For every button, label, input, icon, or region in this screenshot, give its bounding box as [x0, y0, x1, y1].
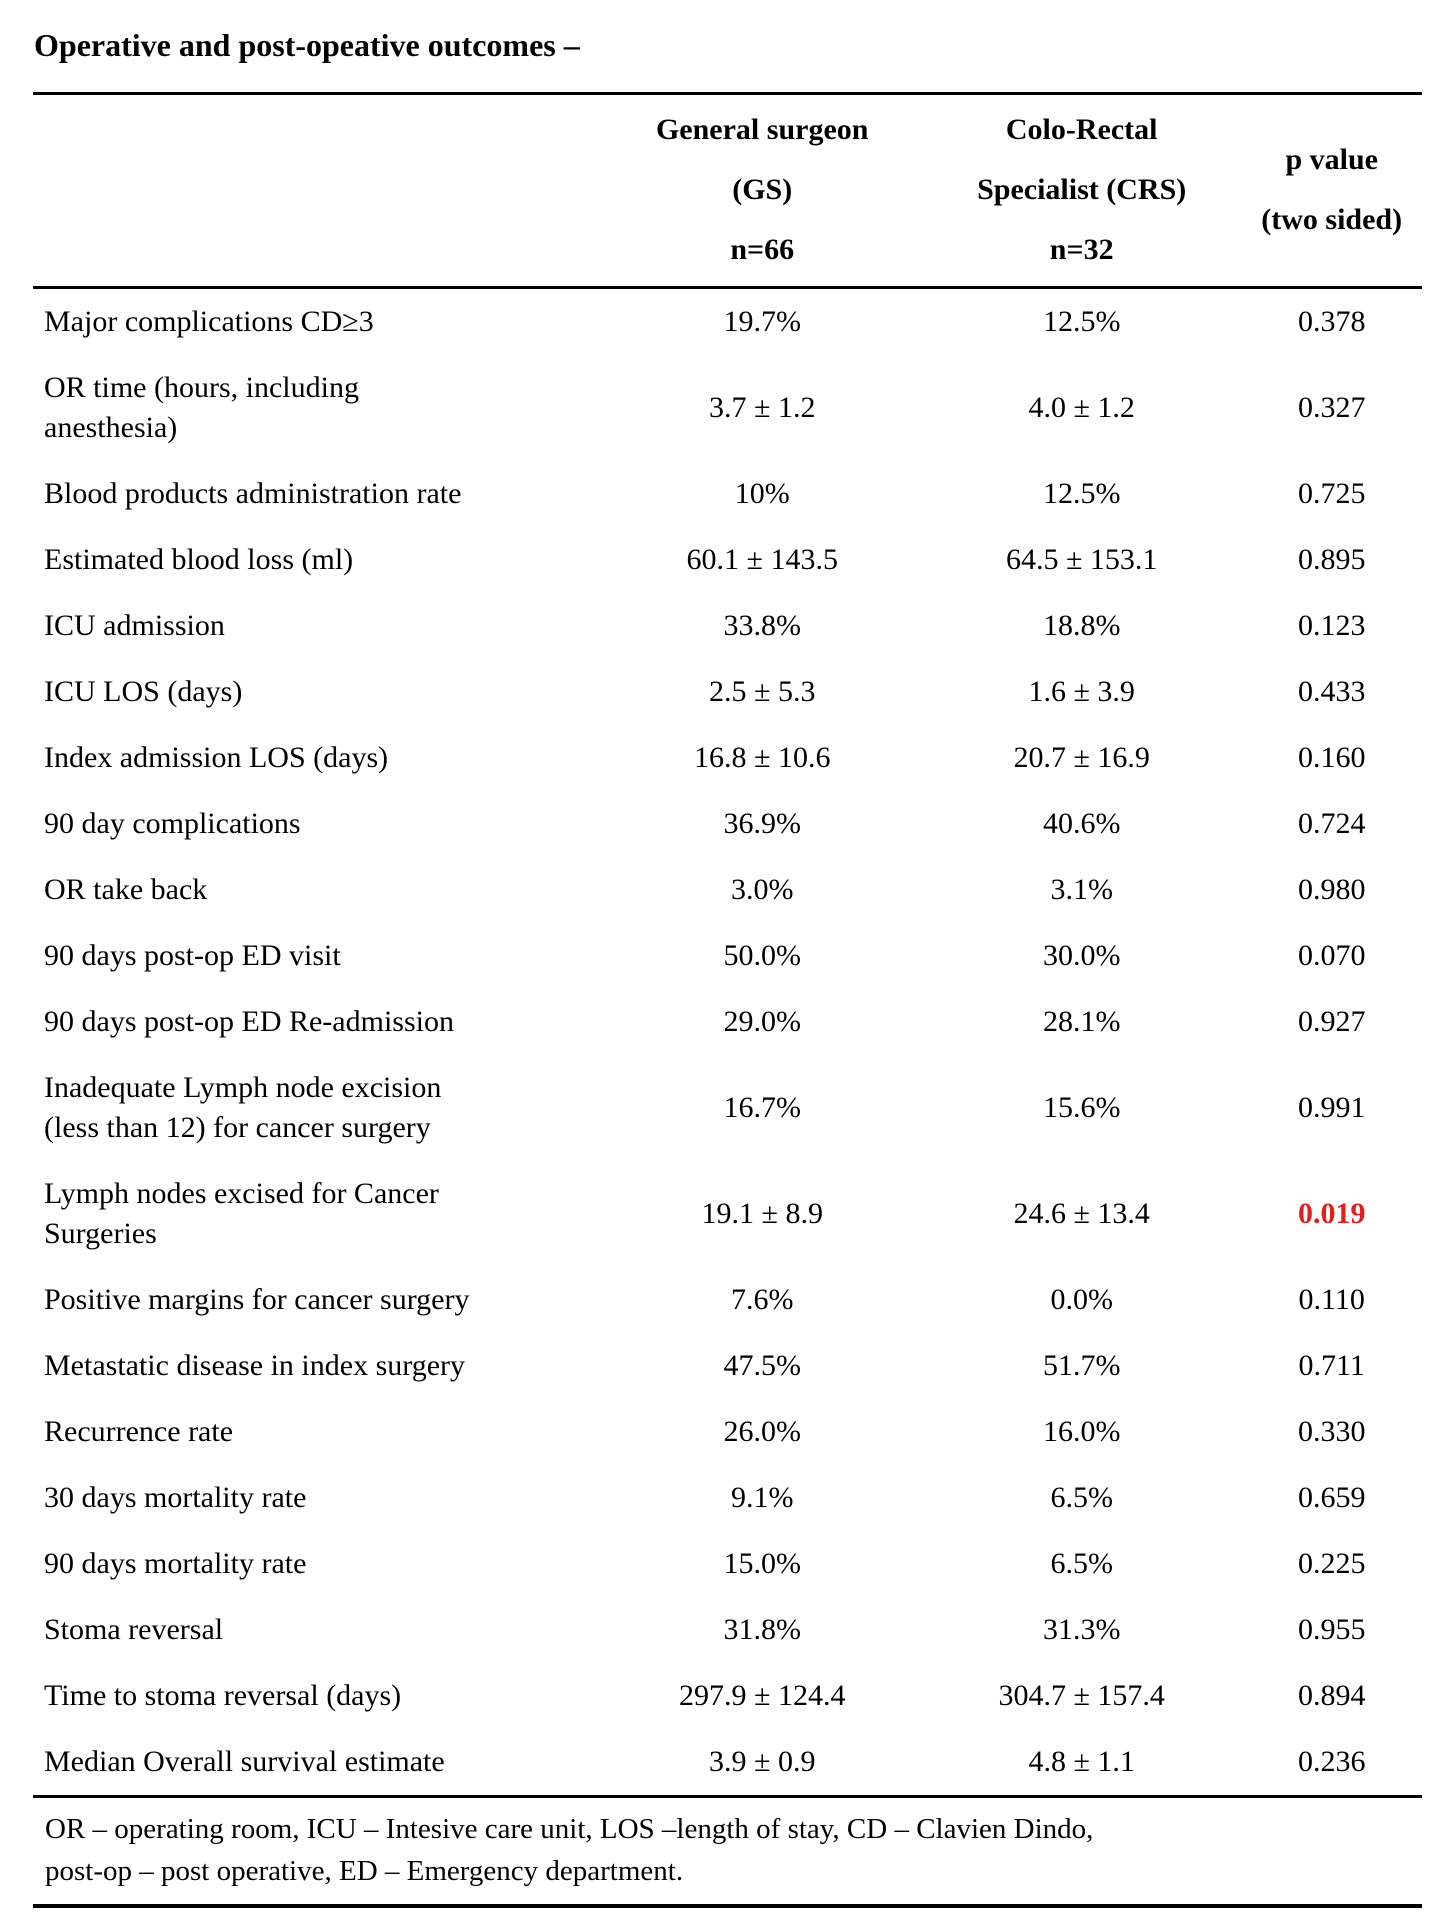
gs-value: 3.9 ± 0.9 — [602, 1729, 921, 1797]
table-row — [33, 1399, 1422, 1465]
footnote-line1: OR – operating room, ICU – Intesive care unit, LOS –length of stay, CD – Clavien Dindo, — [45, 1813, 1094, 1846]
row-label: Estimated blood loss (ml) — [44, 543, 354, 577]
p-value: 0.927 — [1297, 1005, 1366, 1039]
crs-value: 31.3% — [1042, 1613, 1121, 1647]
gs-value: 3.7 ± 1.2 — [708, 391, 816, 425]
table-row — [33, 527, 1422, 593]
gs-value: 36.9% — [723, 807, 801, 841]
row-label: Time to stoma reversal (days) — [44, 1679, 402, 1713]
header-empty-cell — [33, 94, 602, 288]
gs-value: 19.1 ± 8.9 — [701, 1197, 823, 1231]
table-header — [33, 94, 1422, 288]
table-row — [33, 288, 1422, 356]
gs-value: 47.5% — [723, 1349, 801, 1383]
p-value: 0.019 — [1297, 1197, 1366, 1231]
p-value: 0.327 — [1297, 391, 1366, 425]
crs-value: 64.5 ± 153.1 — [1005, 543, 1158, 577]
p-value: 0.711 — [1298, 1349, 1365, 1383]
row-label: 90 days post-op ED Re-admission — [44, 1005, 454, 1039]
header-row — [33, 94, 1422, 288]
table-row — [33, 659, 1422, 725]
table-title: Operative and post-opeative outcomes – — [34, 27, 580, 63]
table-row — [33, 1729, 1422, 1797]
row-label: ICU admission — [44, 609, 225, 643]
table-row — [33, 989, 1422, 1055]
crs-value: 4.8 ± 1.1 — [922, 1729, 1241, 1797]
p-value: 0.724 — [1297, 807, 1366, 841]
p-value: 0.070 — [1297, 939, 1366, 973]
row-label: 90 days mortality rate — [44, 1547, 307, 1581]
crs-value: 51.7% — [1042, 1349, 1121, 1383]
crs-value: 304.7 ± 157.4 — [998, 1679, 1165, 1713]
table-row — [33, 355, 1422, 461]
table-row — [33, 791, 1422, 857]
table-row — [33, 1161, 1422, 1267]
p-value: 0.378 — [1297, 305, 1366, 339]
crs-value: 6.5% — [1050, 1547, 1113, 1581]
crs-value: 18.8% — [1042, 609, 1121, 643]
p-value: 0.236 — [1241, 1729, 1422, 1797]
header-p-line2: (two sided) — [1261, 203, 1403, 237]
row-label: ICU LOS (days) — [44, 675, 243, 709]
row-label: OR time (hours, including anesthesia) — [44, 371, 359, 445]
gs-value: 31.8% — [723, 1613, 801, 1647]
table-body — [33, 288, 1422, 1797]
gs-value: 60.1 ± 143.5 — [686, 543, 838, 577]
gs-value: 16.7% — [723, 1091, 801, 1125]
header-p-line1: p value — [1285, 143, 1378, 177]
gs-value: 2.5 ± 5.3 — [708, 675, 816, 709]
p-value: 0.433 — [1297, 675, 1366, 709]
table-row — [33, 1333, 1422, 1399]
p-value: 0.123 — [1297, 609, 1366, 643]
p-value: 0.330 — [1297, 1415, 1366, 1449]
header-crs-line3: n=32 — [1049, 233, 1114, 267]
gs-value: 10% — [734, 477, 790, 511]
crs-value: 4.0 ± 1.2 — [1028, 391, 1135, 425]
crs-value: 6.5% — [1050, 1481, 1113, 1515]
crs-value: 24.6 ± 13.4 — [1013, 1197, 1150, 1231]
table-row — [33, 1597, 1422, 1663]
p-value: 0.991 — [1297, 1091, 1366, 1125]
table-row — [33, 1663, 1422, 1729]
row-label: Blood products administration rate — [44, 477, 462, 511]
row-label: Index admission LOS (days) — [44, 741, 389, 775]
row-label: 90 days post-op ED visit — [44, 939, 341, 973]
header-gs-line2: (GS) — [732, 173, 793, 207]
footnote-line2: post-op – post operative, ED – Emergency department. — [45, 1855, 684, 1888]
p-value: 0.160 — [1297, 741, 1366, 775]
header-crs-line2: Specialist (CRS) — [977, 173, 1187, 207]
header-gs-line1: General surgeon — [655, 113, 869, 147]
table-row — [33, 1531, 1422, 1597]
p-value: 0.725 — [1297, 477, 1366, 511]
header-crs-line1: Colo-Rectal — [1005, 113, 1158, 147]
crs-value: 16.0% — [1042, 1415, 1121, 1449]
p-value: 0.225 — [1297, 1547, 1366, 1581]
row-label: Recurrence rate — [44, 1415, 234, 1449]
gs-value: 297.9 ± 124.4 — [678, 1679, 846, 1713]
table-row — [33, 923, 1422, 989]
table-row — [33, 593, 1422, 659]
gs-value: 7.6% — [730, 1283, 794, 1317]
crs-value: 28.1% — [1042, 1005, 1121, 1039]
crs-value: 20.7 ± 16.9 — [1013, 741, 1150, 775]
header-general-surgeon — [602, 94, 921, 288]
gs-value: 15.0% — [723, 1547, 801, 1581]
gs-value: 19.7% — [723, 305, 801, 339]
row-label: 30 days mortality rate — [44, 1481, 307, 1515]
table-row — [33, 725, 1422, 791]
row-label: Inadequate Lymph node excision (less than 12) for cancer surgery — [44, 1071, 442, 1145]
p-value: 0.955 — [1297, 1613, 1366, 1647]
outcomes-table — [33, 92, 1422, 1798]
row-label: Major complications CD≥3 — [44, 305, 374, 339]
crs-value: 15.6% — [1042, 1091, 1121, 1125]
p-value: 0.980 — [1297, 873, 1366, 907]
gs-value: 50.0% — [723, 939, 801, 973]
gs-value: 29.0% — [723, 1005, 801, 1039]
crs-value: 1.6 ± 3.9 — [1028, 675, 1135, 709]
row-label: Lymph nodes excised for Cancer Surgeries — [44, 1177, 439, 1251]
row-label: OR take back — [44, 873, 208, 907]
p-value: 0.895 — [1297, 543, 1366, 577]
header-p-value — [1241, 94, 1422, 288]
crs-value: 0.0% — [1050, 1283, 1113, 1317]
abbreviations-footnote — [33, 1798, 1422, 1908]
table-row — [33, 461, 1422, 527]
row-label: 90 day complications — [44, 807, 301, 841]
p-value: 0.110 — [1298, 1283, 1365, 1317]
row-label: Median Overall survival estimate — [33, 1729, 602, 1797]
gs-value: 3.0% — [730, 873, 794, 907]
gs-value: 33.8% — [723, 609, 801, 643]
crs-value: 3.1% — [1050, 873, 1113, 907]
row-label: Metastatic disease in index surgery — [44, 1349, 465, 1383]
p-value: 0.894 — [1297, 1679, 1366, 1713]
gs-value: 16.8 ± 10.6 — [693, 741, 831, 775]
crs-value: 12.5% — [1042, 305, 1121, 339]
gs-value: 9.1% — [730, 1481, 794, 1515]
header-colorectal-specialist — [922, 94, 1241, 288]
p-value: 0.659 — [1297, 1481, 1366, 1515]
table-row — [33, 1267, 1422, 1333]
header-gs-line3: n=66 — [730, 233, 795, 267]
row-label: Positive margins for cancer surgery — [44, 1283, 470, 1317]
table-row — [33, 857, 1422, 923]
row-label: Stoma reversal — [44, 1613, 224, 1647]
table-row — [33, 1465, 1422, 1531]
gs-value: 26.0% — [723, 1415, 801, 1449]
crs-value: 30.0% — [1042, 939, 1121, 973]
crs-value: 40.6% — [1042, 807, 1121, 841]
crs-value: 12.5% — [1042, 477, 1121, 511]
table-row — [33, 1055, 1422, 1161]
